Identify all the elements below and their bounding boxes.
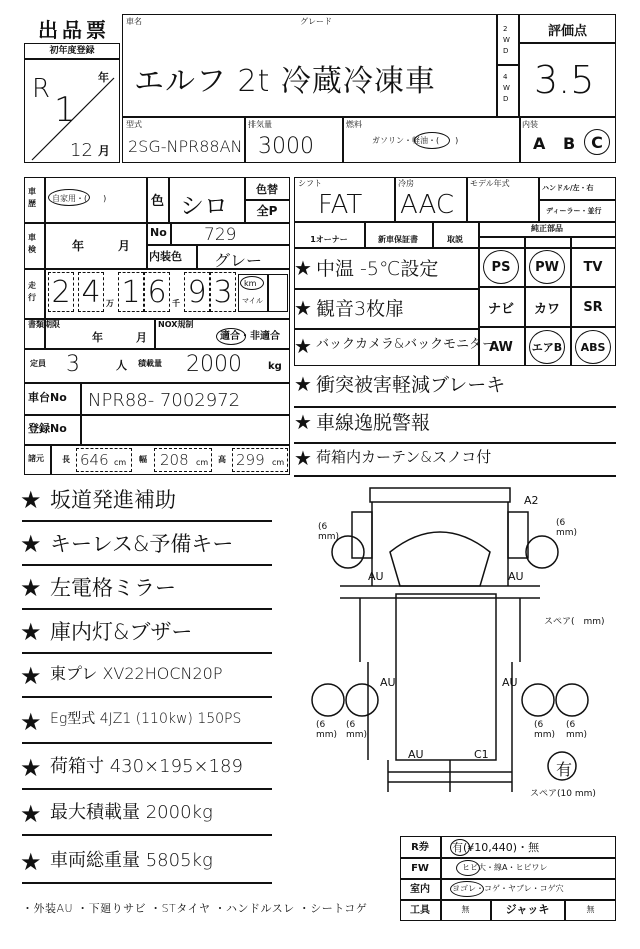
mileage-km: km [244, 279, 257, 288]
nox-label: NOX規制 [158, 320, 194, 329]
model-value: 2SG-NPR88AN [128, 137, 243, 156]
load-label: 積載量 [138, 359, 162, 368]
dim-label: 諸元 [28, 454, 44, 463]
dealer-label: ディーラー・並行 [546, 207, 602, 215]
drive-2wd: 2 W D [503, 25, 510, 55]
r-label: R券 [411, 841, 429, 853]
tire-rear-2: (6 mm) [346, 720, 368, 740]
note-right-item: バックカメラ&バックモニター [316, 337, 496, 352]
nox-value: 適合・非適合 [220, 331, 280, 342]
star-icon: ★ [294, 372, 312, 396]
doc-year: 年 [92, 331, 103, 344]
interior-a: A [533, 134, 546, 153]
fuel-circle [414, 132, 450, 149]
note-right-item: 衝突被害軽減ブレーキ [316, 374, 506, 396]
note-underline [22, 882, 272, 884]
note-left-item: 坂道発進補助 [50, 488, 176, 512]
warranty-label: 新車保証書 [378, 235, 418, 244]
fw-circle [456, 860, 480, 876]
inspection-month: 月 [118, 239, 131, 253]
tire-rear-3: (6 mm) [534, 720, 556, 740]
color-label: 色 [151, 194, 165, 209]
parts-item: ABS [575, 330, 611, 364]
parts-item: ナビ [487, 301, 514, 317]
len-label: 長 [62, 455, 70, 464]
note-left-item: 荷箱寸 430×195×189 [50, 756, 243, 777]
manual-label: 取説 [447, 235, 463, 244]
year-value: 1 [54, 90, 76, 130]
tire-top-right: (6 mm) [556, 518, 578, 538]
len-value: 646 [80, 451, 109, 469]
mileage-digit: 2 [48, 272, 74, 312]
note-underline [22, 834, 272, 836]
mark-c1: C1 [474, 748, 489, 761]
capacity-label: 定員 [30, 359, 46, 368]
month-unit: 月 [98, 144, 111, 158]
ac-label: 冷房 [398, 179, 414, 188]
mileage-digit: 4 [78, 272, 104, 312]
note-underline [22, 652, 272, 654]
year-unit: 年 [98, 71, 109, 84]
inspection-year: 年 [72, 239, 85, 253]
color-change-label: 色替 [256, 182, 278, 196]
int-label: 室内 [410, 883, 430, 895]
tire-top-left: (6 mm) [318, 522, 340, 542]
score-label: 評価点 [547, 23, 587, 39]
interior-color-value: グレー [214, 251, 263, 270]
nox-circle [216, 328, 246, 345]
era-value: R [32, 74, 51, 104]
tire-rear-4: (6 mm) [566, 720, 588, 740]
note-left-item: キーレス&予備キー [50, 532, 234, 556]
star-icon: ★ [294, 256, 312, 280]
car-name-value: エルフ 2t 冷蔵冷凍車 [134, 64, 436, 99]
month-value: 12 [70, 140, 93, 161]
color-change-value: 全P [256, 204, 278, 218]
shift-label: シフト [298, 179, 322, 188]
mileage-digit: 3 [210, 272, 236, 312]
note-left-item: 東プレ XV22HOCN20P [50, 664, 223, 683]
mileage-digit: 1 [118, 272, 144, 312]
wid-unit: cm [196, 458, 209, 467]
hgt-value: 299 [236, 451, 265, 469]
star-icon: ★ [294, 446, 312, 470]
star-icon: ★ [294, 296, 312, 320]
no-label: No [150, 226, 167, 239]
inspection-label: 車検 [28, 233, 36, 254]
doc-month: 月 [136, 331, 147, 344]
spare-circle-text: 有 [556, 760, 573, 779]
mileage-digit: 6 [144, 272, 170, 312]
star-icon: ★ [20, 486, 42, 514]
doc-label: 書類期限 [28, 320, 60, 329]
r-circle [450, 839, 470, 856]
star-icon: ★ [20, 754, 42, 782]
parts-item: PS [483, 250, 519, 284]
jack-label: ジャッキ [505, 903, 550, 916]
star-icon: ★ [20, 662, 42, 690]
capacity-value: 3 [66, 352, 80, 377]
mileage-digits [48, 272, 238, 314]
history-circle [48, 189, 90, 206]
note-left-item: 庫内灯&ブザー [50, 620, 193, 644]
tire-rear-1: (6 mm) [316, 720, 338, 740]
first-reg-label: 初年度登録 [49, 46, 95, 56]
note-left-item: 車両総重量 5805kg [50, 850, 213, 871]
ac-value: AAC [400, 190, 454, 220]
mileage-check-box [268, 274, 288, 312]
note-right-item: 観音3枚扉 [316, 298, 405, 320]
load-unit: kg [268, 361, 282, 372]
fuel-label: 燃料 [346, 120, 362, 129]
no-value: 729 [204, 225, 237, 245]
car-name-label: 車名 [126, 17, 142, 26]
wid-value: 208 [160, 451, 189, 469]
parts-item: TV [583, 259, 603, 275]
fw-value: ヒビ大・線A・ヒビワレ [462, 863, 548, 872]
mileage-sen: 千 [172, 299, 180, 308]
wid-label: 幅 [139, 455, 147, 464]
star-icon: ★ [294, 410, 312, 434]
drive-4wd: 4 W D [503, 73, 510, 103]
len-unit: cm [114, 458, 127, 467]
mileage-mile: マイル [242, 297, 263, 305]
parts-item: PW [529, 250, 565, 284]
tool-value-1: 無 [461, 905, 470, 914]
displacement-value: 3000 [258, 134, 314, 159]
chassis-label: 車台No [28, 391, 67, 404]
note-underline [22, 788, 272, 790]
chassis-value: NPR88- 7002972 [88, 390, 241, 411]
parts-label: 純正部品 [531, 224, 563, 233]
parts-item: AW [489, 339, 513, 355]
tool-label: 工具 [410, 904, 430, 916]
interior-label: 内装 [522, 120, 538, 129]
note-left-item: 最大積載量 2000kg [50, 802, 213, 823]
int-circle [450, 881, 484, 897]
spare2-label: スペア(10 mm) [530, 789, 596, 799]
interior-color-label: 内装色 [149, 250, 182, 263]
history-label: 車歴 [28, 187, 36, 208]
note-right-item: 中温 -5℃設定 [316, 258, 439, 280]
mark-au-5: AU [408, 748, 424, 761]
note-underline [22, 608, 272, 610]
displacement-label: 排気量 [248, 120, 272, 129]
mileage-digit: 9 [184, 272, 210, 312]
history-value: 自家用・( ) [52, 194, 107, 203]
interior-b: B [563, 134, 576, 153]
parts-item: カワ [533, 301, 560, 317]
note-underline [22, 520, 272, 522]
mileage-man: 万 [106, 299, 114, 308]
star-icon: ★ [20, 530, 42, 558]
spare-label: スペア( mm) [544, 617, 605, 627]
shift-value: FAT [318, 190, 363, 220]
grade-label: グレード [300, 17, 332, 26]
note-left-item: 左電格ミラー [50, 576, 176, 600]
mileage-km-circle [240, 276, 264, 290]
hgt-label: 高 [218, 455, 226, 464]
star-icon: ★ [20, 848, 42, 876]
tool-value-2: 無 [586, 905, 595, 914]
r-value: 有(¥10,440)・無 [452, 841, 540, 854]
note-right-item: 車線逸脱警報 [316, 412, 431, 434]
note-left-item: Eg型式 4JZ1 (110kw) 150PS [50, 711, 242, 727]
hgt-unit: cm [272, 458, 285, 467]
note-underline [22, 696, 272, 698]
mileage-label: 走行 [28, 281, 36, 302]
header-title: 出品票 [38, 18, 110, 42]
interior-c: C [584, 129, 610, 155]
mark-a2: A2 [524, 494, 539, 507]
mark-au-3: AU [380, 676, 396, 689]
owner-label: 1オーナー [310, 235, 348, 244]
fuel-options: ガソリン・軽油・( ) [372, 136, 459, 145]
reg-label: 登録No [28, 422, 67, 435]
model-label: 型式 [126, 120, 142, 129]
score-value: 3.5 [534, 58, 595, 102]
note-underline [22, 742, 272, 744]
parts-item: エアB [529, 330, 565, 364]
model-year-label: モデル年式 [470, 179, 510, 188]
handle-label: ハンドル/左・右 [542, 184, 594, 192]
fw-label: FW [411, 862, 429, 874]
star-icon: ★ [20, 708, 42, 736]
footer-note: ・外装AU ・下廻りサビ ・STタイヤ ・ハンドルスレ ・シートコゲ [22, 902, 368, 915]
int-value: ヨゴレ・コゲ・ヤブレ・コゲ穴 [452, 884, 564, 893]
mark-au-2: AU [508, 570, 524, 583]
star-icon: ★ [20, 574, 42, 602]
load-value: 2000 [186, 352, 242, 377]
note-underline [22, 564, 272, 566]
color-value: シロ [180, 192, 228, 220]
mark-au-1: AU [368, 570, 384, 583]
mark-au-4: AU [502, 676, 518, 689]
star-icon: ★ [20, 618, 42, 646]
parts-item: SR [583, 299, 603, 315]
note-right-item: 荷箱内カーテン&スノコ付 [316, 448, 492, 466]
star-icon: ★ [294, 334, 312, 358]
star-icon: ★ [20, 800, 42, 828]
capacity-unit: 人 [116, 359, 127, 372]
